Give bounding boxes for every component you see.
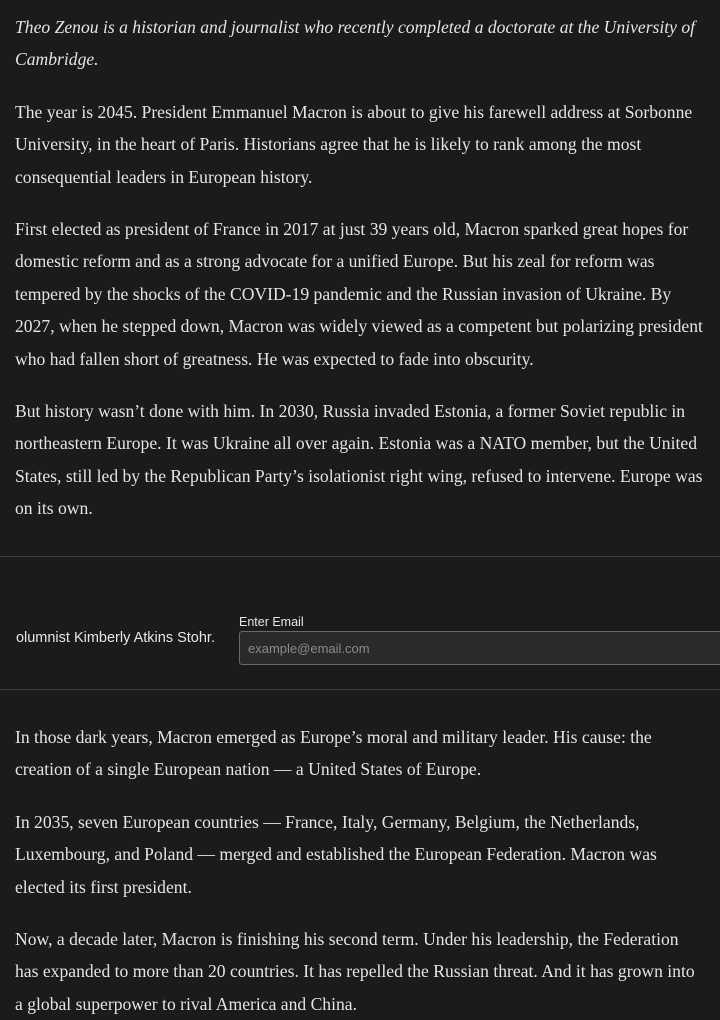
article-paragraph: The year is 2045. President Emmanuel Macron is about to give his farewell address at Sorbonne University, in the heart of Paris. Historians agree that he is likely to rank among the most consequential leaders in European history. <box>15 102 693 187</box>
article-paragraph: Now, a decade later, Macron is finishing his second term. Under his leadership, the Federation has expanded to more than 20 countries. It has repelled the Russian threat. And it has grown into a global superpower to rival America and China. <box>15 929 695 1014</box>
article-paragraph: In 2035, seven European countries — France, Italy, Germany, Belgium, the Netherlands, Luxembourg, and Poland — merged and established the European Federation. Macron was elected its first president. <box>15 812 657 897</box>
article-paragraph: In those dark years, Macron emerged as Europe’s moral and military leader. His cause: the creation of a single European nation — a United States of Europe. <box>15 727 652 780</box>
newsletter-description: olumnist Kimberly Atkins Stohr. <box>15 630 215 646</box>
article-paragraph: But history wasn’t done with him. In 2030, Russia invaded Estonia, a former Soviet republic in northeastern Europe. It was Ukraine all over again. Estonia was a NATO member, but the United States, still led by the Republican Party’s isolationist right wing, refused to intervene. Europe was on its own. <box>15 401 703 519</box>
author-note: Theo Zenou is a historian and journalist who recently completed a doctorate at the University of Cambridge. <box>15 17 696 70</box>
article-paragraph: First elected as president of France in 2017 at just 39 years old, Macron sparked great hopes for domestic reform and as a strong advocate for a unified Europe. But his zeal for reform was tempered by the shocks of the COVID-19 pandemic and the Russian invasion of Ukraine. By 2027, when he stepped down, Macron was widely viewed as a competent but polarizing president who had fallen short of greatness. He was expected to fade into obscurity. <box>15 219 703 369</box>
email-field-label: Enter Email <box>239 615 304 629</box>
newsletter-signup <box>0 556 720 690</box>
email-field[interactable] <box>239 631 720 665</box>
